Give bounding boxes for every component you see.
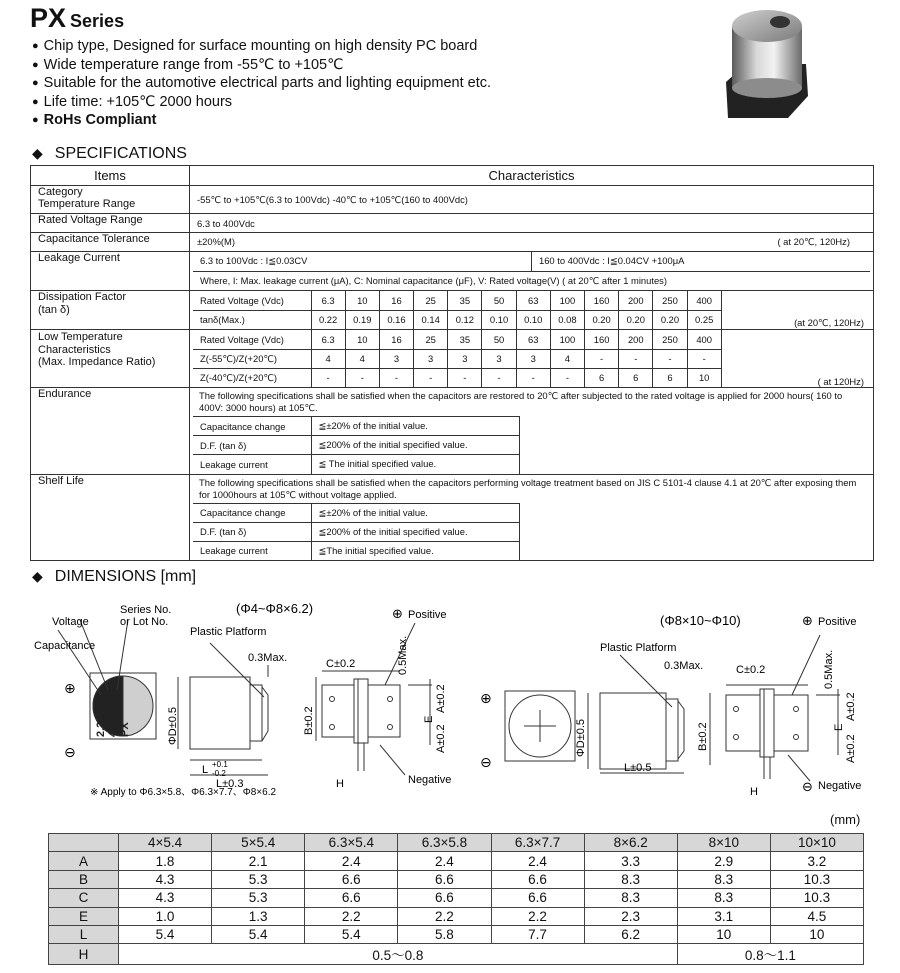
voltage-cell: 100 [550,330,584,349]
label-voltage: Voltage [52,616,89,628]
voltage-cell: 400 [687,330,721,349]
label-l05: L±0.5 [624,762,652,774]
rated-voltage-row-label: Rated Voltage (Vdc) [193,291,311,310]
col-characteristics: Characteristics [190,166,874,186]
plus-icon: ⊕ [64,680,76,696]
size-header: 6.3×5.8 [398,834,491,852]
label-03max: 0.3Max. [248,652,288,664]
shelf-leak-label: Leakage current [193,541,311,560]
voltage-cell: 200 [619,330,653,349]
label-a02: A±0.2 [845,734,857,763]
voltage-cell: 6.3 [311,291,345,310]
label-05max: 0.5Max. [397,635,409,675]
voltage-cell: 25 [414,330,448,349]
low-temp-note: ( at 120Hz) [817,376,864,387]
dimension-table [48,833,864,965]
label-series-no: Series No. [120,604,172,616]
endurance-text: The following specifications shall be satisfied when the capacitors are restored to 20℃ after subjected to the rated voltage is applied for 2000 hours( 160 to 400V: 3000 hours) at 105℃. [199,390,843,413]
endurance-cap-label: Capacitance change [193,417,311,436]
cap-tolerance-label: Capacitance Tolerance [31,233,190,252]
row-label: C [49,889,119,907]
row-label: B [49,870,119,888]
size-header: 6.3×7.7 [491,834,584,852]
size-header: 8×6.2 [584,834,677,852]
tand-cell: 0.22 [311,310,345,329]
shelf-df-label: D.F. (tan δ) [193,522,311,541]
tand-cell: 0.16 [379,310,413,329]
dim-cell: 5.4 [119,925,212,943]
leakage-low: 6.3 to 100Vdc : I≦0.03CV [193,252,532,271]
size-header: 8×10 [677,834,770,852]
label-h: H [336,778,344,790]
feature-item: ● Suitable for the automotive electrical parts and lighting equipment etc. [32,75,491,94]
label-negative: Negative [408,774,452,786]
dim-cell: 2.4 [398,852,491,870]
dim-cell: 3.1 [677,907,770,925]
label-b02: B±0.2 [697,722,709,751]
label-03max: 0.3Max. [664,660,704,672]
shelf-df-value: ≦200% of the initial specified value. [311,522,519,541]
voltage-cell: 100 [550,291,584,310]
endurance-leak-label: Leakage current [193,455,311,474]
dim-cell: 8.3 [677,889,770,907]
z55-cell: 3 [379,349,413,368]
tand-cell: 0.10 [516,310,550,329]
voltage-cell: 6.3 [311,330,345,349]
plus-icon: ⊕ [480,690,492,706]
voltage-cell: 250 [653,291,687,310]
label-positive: Positive [818,616,857,628]
row-label: A [49,852,119,870]
voltage-cell: 16 [379,291,413,310]
z55-cell: 3 [414,349,448,368]
endurance-leak-value: ≦ The initial specified value. [311,455,519,474]
label-plastic-platform: Plastic Platform [600,642,677,654]
unit-label: (mm) [830,812,861,827]
specifications-heading: ◆ SPECIFICATIONS [32,145,187,162]
minus-icon: ⊖ [480,754,492,770]
h-right-value: 0.8～1.1 [677,944,863,965]
z55-row-label: Z(-55℃)/Z(+20℃) [193,349,311,368]
rated-voltage-value: 6.3 to 400Vdc [190,214,874,233]
minus-icon: ⊖ [64,744,76,760]
dim-cell: 2.1 [212,852,305,870]
dim-cell: 7.7 [491,925,584,943]
z55-cell: - [687,349,721,368]
dim-cell: 6.6 [398,870,491,888]
specifications-table [30,165,874,561]
voltage-cell: 250 [653,330,687,349]
voltage-cell: 10 [345,291,379,310]
series-suffix: Series [70,11,125,31]
label-capacitance: Capacitance [34,640,96,652]
row-label: L [49,925,119,943]
z55-cell: - [585,349,619,368]
dim-cell: 2.2 [491,907,584,925]
endurance-label: Endurance [31,388,190,475]
endurance-cap-value: ≦±20% of the initial value. [311,417,519,436]
voltage-cell: 63 [516,291,550,310]
dim-cell: 4.3 [119,870,212,888]
low-temp-table [193,330,870,387]
dim-cell: 2.4 [491,852,584,870]
z40-row-label: Z(-40℃)/Z(+20℃) [193,368,311,387]
shelf-life-label: Shelf Life [31,474,190,561]
dim-cell: 4.3 [119,889,212,907]
dim-cell: 5.4 [212,925,305,943]
dimensions-heading: ◆ DIMENSIONS [mm] [32,568,197,585]
z40-cell: - [345,368,379,387]
label-c02: C±0.2 [326,658,356,670]
dim-cell: 5.4 [305,925,398,943]
z40-cell: 6 [653,368,687,387]
feature-item: ● Wide temperature range from -55℃ to +105℃ [32,57,491,76]
df-note: (at 20℃, 120Hz) [794,317,864,328]
voltage-cell: 10 [345,330,379,349]
dim-cell: 4.5 [770,907,863,925]
shelf-leak-value: ≦The initial specified value. [311,541,519,560]
table-row [49,889,864,907]
label-d05: ΦD±0.5 [575,718,587,757]
z40-cell: - [448,368,482,387]
z55-cell: 3 [448,349,482,368]
z40-cell: - [414,368,448,387]
feature-list [32,38,491,131]
tand-cell: 0.20 [653,310,687,329]
dim-cell: 6.6 [491,870,584,888]
z40-cell: 6 [619,368,653,387]
label-05max: 0.5Max. [823,649,835,689]
tand-cell: 0.14 [414,310,448,329]
shelf-life-table [193,503,870,561]
voltage-cell: 160 [585,330,619,349]
z55-cell: 3 [516,349,550,368]
h-left-value: 0.5～0.8 [119,944,678,965]
leakage-label: Leakage Current [31,252,190,291]
dim-cell: 8.3 [677,870,770,888]
diamond-icon: ◆ [32,145,43,161]
tand-cell: 0.20 [619,310,653,329]
dim-cell: 1.0 [119,907,212,925]
shelf-cap-value: ≦±20% of the initial value. [311,503,519,522]
dim-cell: 2.2 [398,907,491,925]
left-range-label: (Φ4~Φ8×6.2) [236,601,314,616]
voltage-cell: 50 [482,330,516,349]
voltage-cell: 16 [379,330,413,349]
voltage-cell: 200 [619,291,653,310]
plus-icon: ⊕ [802,613,813,628]
tand-cell: 0.20 [585,310,619,329]
feature-item: ● RoHs Compliant [32,112,491,131]
dim-cell: 2.4 [305,852,398,870]
voltage-cell: 35 [448,291,482,310]
voltage-cell: 50 [482,291,516,310]
z40-cell: - [482,368,516,387]
tand-row-label: tanδ(Max.) [193,310,311,329]
page-title [30,3,124,34]
label-b02: B±0.2 [303,706,315,735]
shelf-cap-label: Capacitance change [193,503,311,522]
diamond-icon: ◆ [32,568,43,584]
dim-cell: 8.3 [584,870,677,888]
z40-cell: 6 [585,368,619,387]
label-l-tol-dn: -0.2 [212,769,226,778]
label-lot-no: or Lot No. [120,616,169,628]
temp-value: -55℃ to +105℃(6.3 to 100Vdc) -40℃ to +105℃(160 to 400Vdc) [190,186,874,214]
dim-cell: 5.3 [212,889,305,907]
dim-cell: 10 [770,925,863,943]
z40-cell: - [516,368,550,387]
feature-item: ● Life time: +105℃ 2000 hours [32,94,491,113]
corner-cell [49,834,119,852]
tand-cell: 0.25 [687,310,721,329]
dim-cell: 10 [677,925,770,943]
label-plastic-platform: Plastic Platform [190,626,267,638]
z55-cell: 3 [482,349,516,368]
label-negative: Negative [818,780,862,792]
table-row [49,925,864,943]
size-header: 5×5.4 [212,834,305,852]
dim-cell: 3.3 [584,852,677,870]
z55-cell: 4 [311,349,345,368]
table-row [49,852,864,870]
tand-cell: 0.10 [482,310,516,329]
z55-cell: - [653,349,687,368]
z40-cell: - [379,368,413,387]
rated-voltage-row-label: Rated Voltage (Vdc) [193,330,311,349]
label-positive: Positive [408,609,447,621]
col-items: Items [31,166,190,186]
endurance-df-value: ≦200% of the initial specified value. [311,436,519,455]
feature-item: ● Chip type, Designed for surface mounting on high density PC board [32,38,491,57]
marking-series: PX [119,722,131,737]
shelf-life-text: The following specifications shall be satisfied when the capacitors performing voltage treatment based on JIS C 5101-4 clause 4.1 at 20℃ after exposing them for 1000hours at 105℃ without voltage applied. [199,476,857,500]
right-range-label: (Φ8×10~Φ10) [660,613,741,628]
temp-label: Category Temperature Range [31,186,190,214]
size-header: 4×5.4 [119,834,212,852]
dim-cell: 6.6 [398,889,491,907]
z40-cell: - [550,368,584,387]
dim-cell: 5.8 [398,925,491,943]
voltage-cell: 400 [687,291,721,310]
label-l03: L±0.3 [216,778,244,790]
dim-cell: 5.3 [212,870,305,888]
z40-cell: - [311,368,345,387]
marking-voltage: 400V [107,711,119,737]
dim-cell: 2.9 [677,852,770,870]
dim-cell: 10.3 [770,889,863,907]
label-d05: ΦD±0.5 [167,706,179,745]
row-label: E [49,907,119,925]
rated-voltage-label: Rated Voltage Range [31,214,190,233]
label-a02: A±0.2 [435,724,447,753]
label-c02: C±0.2 [736,664,766,676]
dimension-drawings [20,595,880,805]
df-table [193,291,870,329]
cap-tolerance-value: ±20%(M) [197,236,235,247]
leakage-high: 160 to 400Vdc : I≦0.04CV +100μA [532,252,871,271]
dim-cell: 2.2 [305,907,398,925]
series-name: PX [30,3,67,33]
voltage-cell: 25 [414,291,448,310]
cap-tolerance-note: ( at 20℃, 120Hz) [777,236,850,247]
dim-cell: 6.6 [491,889,584,907]
marking-capacitance: 2.2 [95,721,107,737]
tand-cell: 0.19 [345,310,379,329]
z55-cell: 4 [550,349,584,368]
dim-cell: 1.3 [212,907,305,925]
size-header: 6.3×5.4 [305,834,398,852]
tand-cell: 0.12 [448,310,482,329]
dim-cell: 6.6 [305,889,398,907]
dim-cell: 6.6 [305,870,398,888]
tand-cell: 0.08 [550,310,584,329]
table-row [49,870,864,888]
z55-cell: 4 [345,349,379,368]
voltage-cell: 63 [516,330,550,349]
label-e: E [833,723,845,731]
dim-cell: 1.8 [119,852,212,870]
label-h: H [750,786,758,798]
label-l: L [202,764,209,776]
z40-cell: 10 [687,368,721,387]
dim-cell: 3.2 [770,852,863,870]
low-temp-label: Low Temperature Characteristics (Max. Impedance Ratio) [31,330,190,388]
endurance-df-label: D.F. (tan δ) [193,436,311,455]
voltage-cell: 35 [448,330,482,349]
dim-cell: 6.2 [584,925,677,943]
label-e: E [423,715,435,723]
z55-cell: - [619,349,653,368]
label-l-tol-up: +0.1 [212,760,228,769]
label-a02: A±0.2 [435,684,447,713]
size-header: 10×10 [770,834,863,852]
endurance-table [193,416,870,474]
apply-note: ※ Apply to Φ6.3×5.8、Φ6.3×7.7、Φ8×6.2 [90,787,277,798]
minus-icon: ⊖ [802,779,813,794]
capacitor-photo [718,0,814,122]
df-label: Dissipation Factor (tan δ) [31,291,190,330]
dim-cell: 10.3 [770,870,863,888]
label-a02: A±0.2 [845,692,857,721]
plus-icon: ⊕ [392,606,403,621]
row-label-h: H [49,944,119,965]
table-row [49,907,864,925]
dim-cell: 2.3 [584,907,677,925]
leakage-where: Where, I: Max. leakage current (μA), C: Nominal capacitance (μF), V: Rated voltage(V) ( at 20℃ after 1 minutes) [193,271,870,290]
voltage-cell: 160 [585,291,619,310]
dim-cell: 8.3 [584,889,677,907]
